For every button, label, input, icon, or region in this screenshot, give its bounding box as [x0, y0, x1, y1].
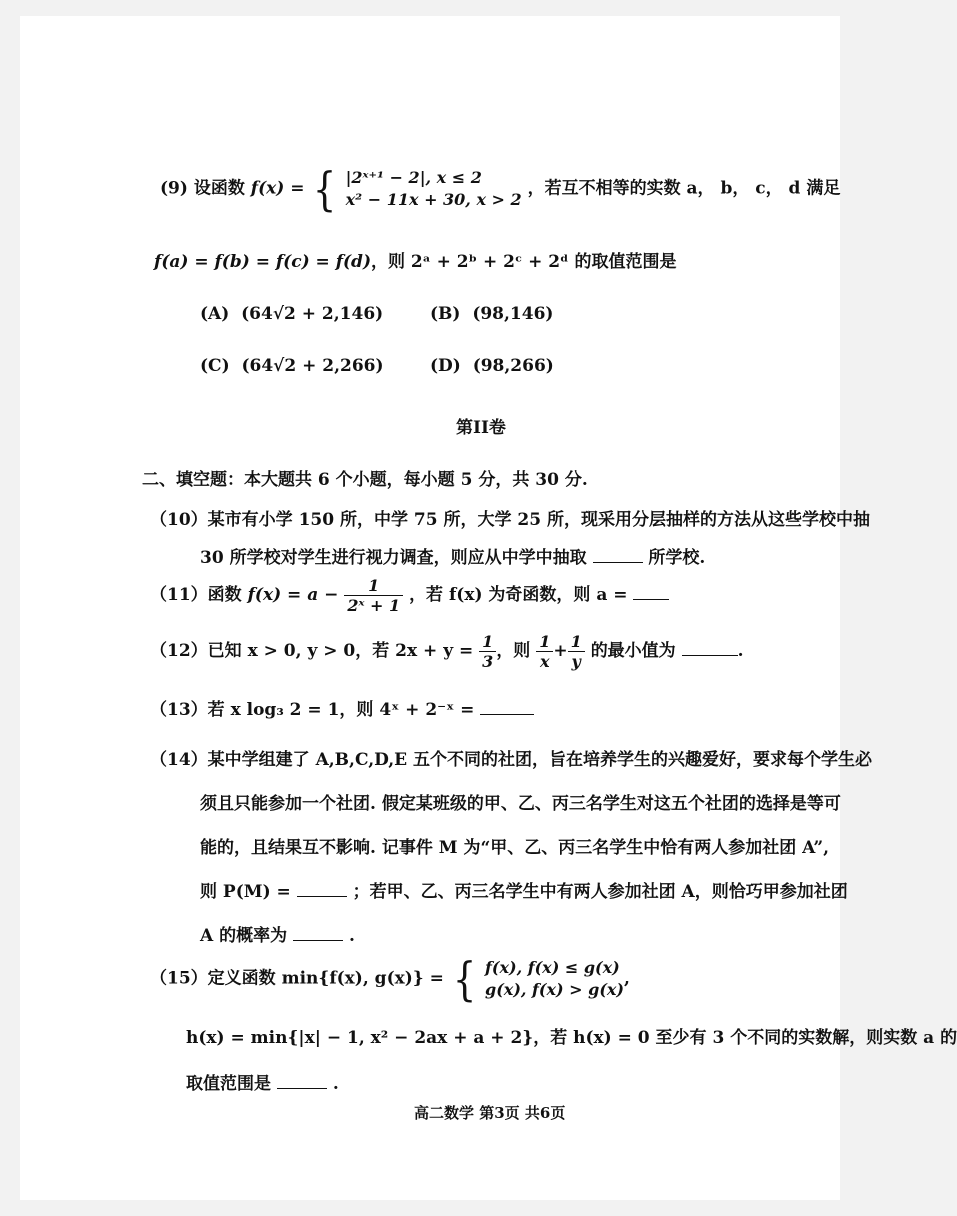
question-9-line-1: (9) 设函数 f(x) = { |2ˣ⁺¹ − 2|, x ≤ 2 x² − 11x + 30, x > 2 ，若互不相等的实数 a， b， c， d 满足 — [160, 162, 841, 216]
fraction: $\frac{1}{3}$ — [479, 632, 496, 671]
option-b: (B) (98,146) — [430, 304, 554, 324]
answer-blank — [593, 548, 643, 563]
question-14-line-2: 须且只能参加一个社团. 假定某班级的甲、乙、丙三名学生对这五个社团的选择是等可 — [200, 794, 841, 814]
piecewise-cases: |2ˣ⁺¹ − 2|, x ≤ 2 x² − 11x + 30, x > 2 — [345, 168, 522, 209]
question-15-line-2: h(x) = min{|x| − 1, x² − 2ax + a + 2}，若 h(x) = 0 至少有 3 个不同的实数解，则实数 a 的 — [186, 1028, 957, 1048]
page-footer: 高二数学 第3页 共6页 — [414, 1104, 566, 1122]
left-brace-icon: { — [452, 952, 477, 1006]
question-14-line-4: 则 P(M) = ；若甲、乙、丙三名学生中有两人参加社团 A，则恰巧甲参加社团 — [200, 882, 848, 902]
piecewise-cases: f(x), f(x) ≤ g(x) g(x), f(x) > g(x) — [485, 958, 624, 999]
question-15-line-3: 取值范围是 . — [186, 1074, 339, 1094]
answer-blank — [277, 1074, 327, 1089]
answer-blank — [293, 926, 343, 941]
question-10-line-1: （10）某市有小学 150 所，中学 75 所，大学 25 所，现采用分层抽样的方法从这些学校中抽 — [150, 510, 870, 530]
question-12: （12）已知 x > 0, y > 0，若 2x + y = $\frac{1}{3}$ ，则 $\frac{1}{x}$ + $\frac{1}{y}$ 的最小值为 . — [150, 632, 744, 672]
question-10-line-2: 30 所学校对学生进行视力调查，则应从中学中抽取 所学校. — [200, 548, 706, 568]
answer-blank — [480, 700, 534, 715]
section-2-heading: 二、填空题：本大题共 6 个小题，每小题 5 分，共 30 分. — [142, 470, 588, 490]
exam-page — [20, 16, 957, 1200]
volume-title: 第II卷 — [456, 418, 506, 438]
question-14-line-5: A 的概率为 . — [200, 926, 355, 946]
option-c: (C) (64√2 + 2,266) — [200, 356, 384, 376]
question-15-line-1: （15）定义函数 min{f(x), g(x)} = { f(x), f(x) ≤ g(x) g(x), f(x) > g(x) , — [150, 952, 630, 1006]
answer-blank — [682, 641, 738, 656]
option-a: (A) (64√2 + 2,146) — [200, 304, 384, 324]
question-9-line-2: f(a) = f(b) = f(c) = f(d)，则 2ᵃ + 2ᵇ + 2ᶜ + 2ᵈ 的取值范围是 — [154, 252, 677, 272]
question-14-line-1: （14）某中学组建了 A,B,C,D,E 五个不同的社团，旨在培养学生的兴趣爱好，要求每个学生必 — [150, 750, 873, 770]
answer-blank — [633, 585, 669, 600]
fraction: $\frac{1}{y}$ — [568, 632, 585, 671]
question-13: （13）若 x log₃ 2 = 1，则 4ˣ + 2⁻ˣ = — [150, 700, 534, 720]
question-11: （11）函数 f(x) = a − $\frac{1}{\text{2ˣ + 1}}$ ，若 f(x) 为奇函数，则 a = — [150, 576, 669, 615]
fraction: $\frac{1}{x}$ — [536, 632, 553, 671]
left-brace-icon: { — [313, 162, 337, 216]
fraction: $\frac{1}{\text{2ˣ + 1}}$ — [344, 576, 403, 615]
answer-blank — [297, 882, 347, 897]
option-d: (D) (98,266) — [430, 356, 554, 376]
question-14-line-3: 能的，且结果互不影响. 记事件 M 为“甲、乙、丙三名学生中恰有两人参加社团 A”, — [200, 838, 830, 858]
